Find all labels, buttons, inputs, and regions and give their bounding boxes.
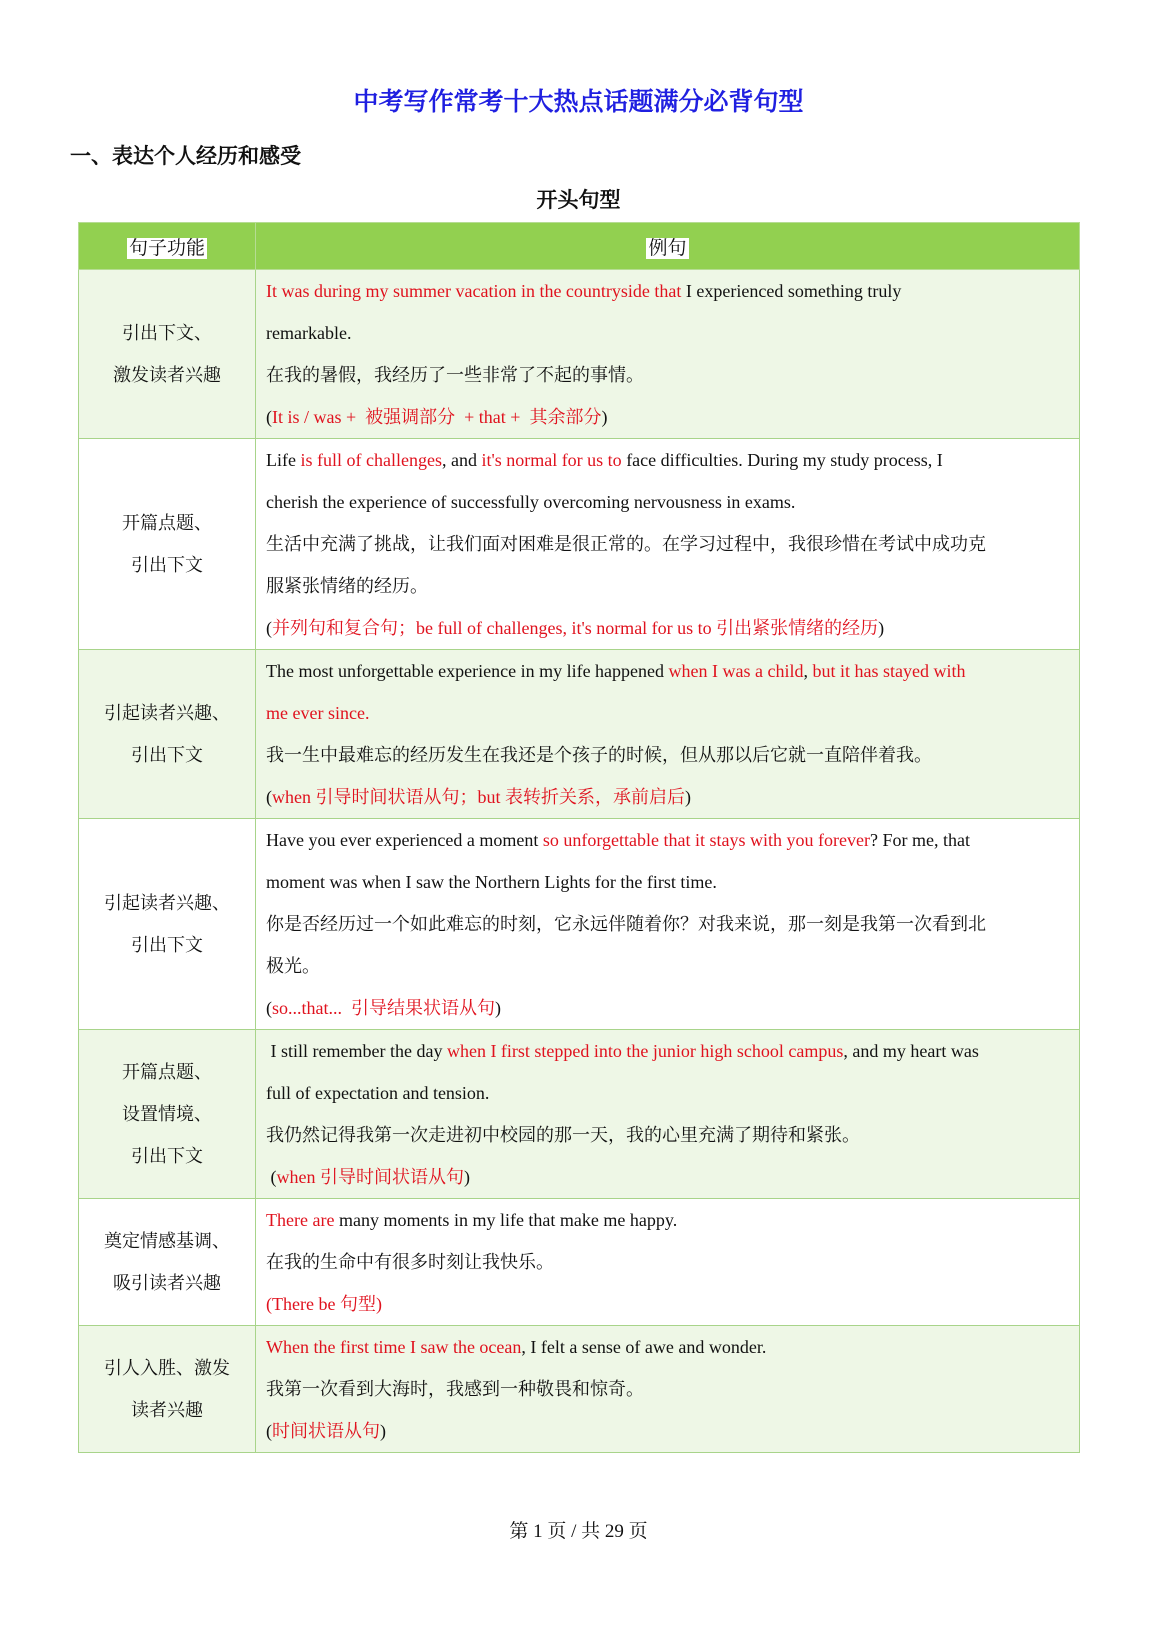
example-cell <box>256 439 1080 650</box>
example-line <box>266 481 1071 523</box>
highlighted-phrase: is full of challenges <box>300 450 442 470</box>
example-text: ) <box>380 1421 386 1441</box>
function-cell <box>79 270 256 439</box>
highlighted-phrase: (There be 句型) <box>266 1294 382 1314</box>
example-text: ( <box>266 618 272 638</box>
example-line <box>266 692 1071 734</box>
function-cell <box>79 1199 256 1326</box>
example-text: The most unforgettable experience in my life happened <box>266 661 669 681</box>
table-row <box>79 1326 1080 1453</box>
example-cell <box>256 819 1080 1030</box>
example-line <box>266 1283 1071 1325</box>
function-text: 引人入胜、激发 <box>104 1358 230 1378</box>
example-text: ( <box>266 1167 277 1187</box>
example-text: Life <box>266 450 301 470</box>
function-text: 引出下文 <box>131 555 203 575</box>
sentence-table <box>78 222 1080 1453</box>
highlighted-phrase: but it has stayed with <box>812 661 966 681</box>
example-text: ) <box>601 407 608 427</box>
example-line <box>266 1410 1071 1452</box>
example-line <box>266 945 1071 987</box>
example-line <box>266 734 1071 776</box>
highlighted-phrase: when 引导时间状语从句 <box>276 1167 464 1187</box>
example-line <box>266 650 1071 692</box>
highlighted-phrase: When the first time I saw the ocean <box>266 1337 522 1357</box>
function-text: 引出下文 <box>131 935 203 955</box>
function-text: 吸引读者兴趣 <box>113 1273 221 1293</box>
highlighted-phrase: It is / was + 被强调部分 + that + 其余部分 <box>272 407 602 427</box>
example-line <box>266 607 1071 649</box>
table-row <box>79 650 1080 819</box>
function-text: 设置情境、 <box>122 1104 212 1124</box>
table-row <box>79 270 1080 439</box>
function-text: 引出下文 <box>131 1146 203 1166</box>
example-text: 生活中充满了挑战，让我们面对困难是很正常的。在学习过程中，我很珍惜在考试中成功克 <box>266 534 986 554</box>
example-text: many moments in my life that make me happy. <box>334 1210 678 1230</box>
function-text: 引出下文 <box>131 745 203 765</box>
example-line <box>266 819 1071 861</box>
example-text: 我仍然记得我第一次走进初中校园的那一天，我的心里充满了期待和紧张。 <box>266 1125 860 1145</box>
example-text: Have you ever experienced a moment <box>266 830 543 850</box>
function-cell <box>79 819 256 1030</box>
example-cell <box>256 1326 1080 1453</box>
highlighted-phrase: It was during my summer vacation in the countryside that <box>266 281 682 301</box>
highlighted-phrase: when I first stepped into the junior high school campus <box>446 1041 844 1061</box>
example-line <box>266 565 1071 607</box>
example-text: , and <box>441 450 482 470</box>
example-text: , and my heart was <box>843 1041 979 1061</box>
example-text: 我一生中最难忘的经历发生在我还是个孩子的时候，但从那以后它就一直陪伴着我。 <box>266 745 932 765</box>
example-text: , <box>803 661 813 681</box>
example-line <box>266 1156 1071 1198</box>
example-line <box>266 354 1071 396</box>
header-function-label: 句子功能 <box>128 237 205 259</box>
example-line <box>266 1368 1071 1410</box>
example-line <box>266 1030 1071 1072</box>
table-subtitle: 开头句型 <box>536 188 621 212</box>
example-text: face difficulties. During my study process, I <box>621 450 943 470</box>
example-cell <box>256 650 1080 819</box>
example-cell <box>256 270 1080 439</box>
example-text: 你是否经历过一个如此难忘的时刻，它永远伴随着你？对我来说，那一刻是我第一次看到北 <box>266 914 986 934</box>
document-title: 中考写作常考十大热点话题满分必背句型 <box>353 89 804 116</box>
example-line <box>266 1241 1071 1283</box>
example-line <box>266 396 1071 438</box>
example-line <box>266 1199 1071 1241</box>
highlighted-phrase: it's normal for us to <box>481 450 622 470</box>
section-heading: 一、表达个人经历和感受 <box>70 144 301 168</box>
example-text: ) <box>464 1167 470 1187</box>
table-row <box>79 1030 1080 1199</box>
example-text: ( <box>266 998 272 1018</box>
function-text: 引出下文、 <box>122 323 212 343</box>
function-text: 激发读者兴趣 <box>113 365 221 385</box>
example-text: 极光。 <box>266 956 320 976</box>
highlighted-phrase: so...that... 引导结果状语从句 <box>272 998 495 1018</box>
example-line <box>266 776 1071 818</box>
example-text: ) <box>685 787 691 807</box>
page-footer: 第 1 页 / 共 29 页 <box>509 1521 648 1542</box>
highlighted-phrase: me ever since. <box>266 703 370 723</box>
function-text: 开篇点题、 <box>122 513 212 533</box>
table-row <box>79 439 1080 650</box>
table-row <box>79 819 1080 1030</box>
example-text: ) <box>878 618 885 638</box>
highlighted-phrase: when I was a child <box>668 661 804 681</box>
example-line <box>266 903 1071 945</box>
example-text: ) <box>495 998 501 1018</box>
example-line <box>266 270 1071 312</box>
example-text: ( <box>266 407 272 427</box>
function-text: 引起读者兴趣、 <box>104 703 230 723</box>
example-text: 在我的暑假，我经历了一些非常了不起的事情。 <box>266 365 644 385</box>
function-cell <box>79 439 256 650</box>
highlighted-phrase: 并列句和复合句；be full of challenges, it's normal for us to 引出紧张情绪的经历 <box>272 618 879 638</box>
function-cell <box>79 1030 256 1199</box>
example-line <box>266 1114 1071 1156</box>
example-line <box>266 861 1071 903</box>
highlighted-phrase: so unforgettable that it stays with you forever <box>542 830 870 850</box>
example-text: , I felt a sense of awe and wonder. <box>521 1337 767 1357</box>
example-text: remarkable. <box>266 323 352 343</box>
example-text: cherish the experience of successfully overcoming nervousness in exams. <box>266 492 796 512</box>
header-example <box>256 223 1080 270</box>
example-text: I experienced something truly <box>681 281 902 301</box>
highlighted-phrase: 时间状语从句 <box>272 1421 380 1441</box>
function-text: 读者兴趣 <box>131 1400 203 1420</box>
example-line <box>266 1326 1071 1368</box>
header-example-label: 例句 <box>648 237 687 259</box>
example-text: 我第一次看到大海时，我感到一种敬畏和惊奇。 <box>266 1379 644 1399</box>
function-text: 开篇点题、 <box>122 1062 212 1082</box>
example-text: 服紧张情绪的经历。 <box>266 576 428 596</box>
function-text: 奠定情感基调、 <box>104 1231 230 1251</box>
example-text: ( <box>266 787 272 807</box>
example-line <box>266 439 1071 481</box>
example-cell <box>256 1030 1080 1199</box>
example-text: I still remember the day <box>266 1041 447 1061</box>
example-text: 在我的生命中有很多时刻让我快乐。 <box>266 1252 554 1272</box>
example-line <box>266 523 1071 565</box>
example-cell <box>256 1199 1080 1326</box>
example-line <box>266 1072 1071 1114</box>
function-cell <box>79 1326 256 1453</box>
function-cell <box>79 650 256 819</box>
example-text: ? For me, that <box>869 830 970 850</box>
highlighted-phrase: when 引导时间状语从句；but 表转折关系，承前启后 <box>272 787 685 807</box>
example-text: ( <box>266 1421 272 1441</box>
table-row <box>79 1199 1080 1326</box>
highlighted-phrase: There are <box>266 1210 335 1230</box>
example-text: moment was when I saw the Northern Lights for the first time. <box>266 872 717 892</box>
example-text: full of expectation and tension. <box>266 1083 490 1103</box>
table-header-row <box>79 223 1080 270</box>
header-function <box>79 223 256 270</box>
example-line <box>266 987 1071 1029</box>
function-text: 引起读者兴趣、 <box>104 893 230 913</box>
example-line <box>266 312 1071 354</box>
